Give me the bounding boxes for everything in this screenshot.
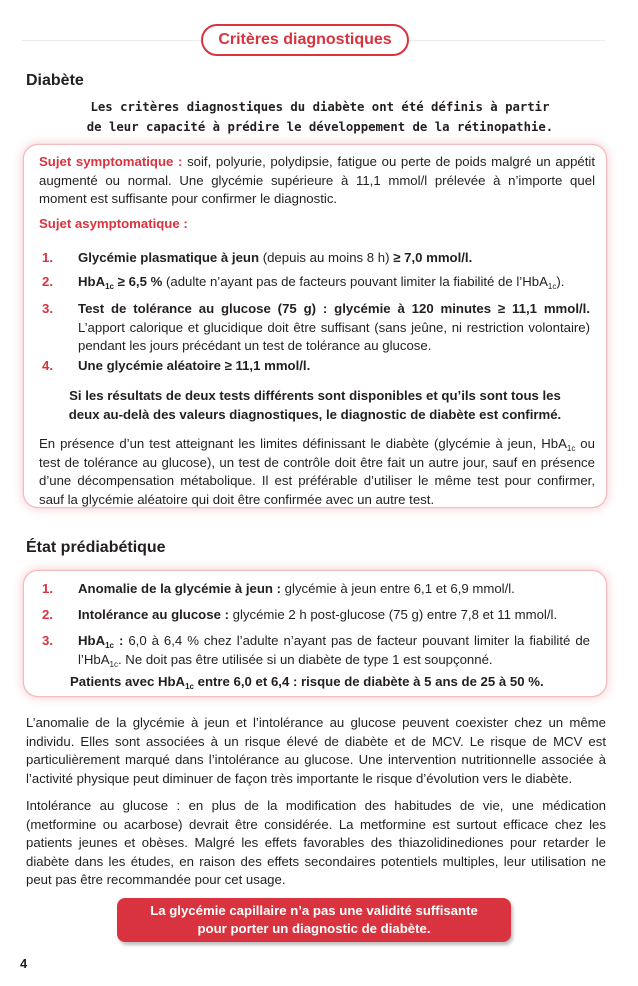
criteria-item-3: 3. Test de tolérance au glucose (75 g) : glycémie à 120 minutes ≥ 11,1 mmol/l. L’apport calorique et glucidique doit être suffisant (sans jeûne, ni restriction volontaire) pendant les jours précédant un test de tolérance au glucose. bbox=[42, 301, 590, 353]
intro-text bbox=[70, 97, 570, 137]
body-paragraph-1: L’anomalie de la glycémie à jeun et l’intolérance au glucose peuvent coexister chez un même individu. Elles sont associées à un risque élevé de diabète et de MCV. Le risque de MCV est particulièrement marqué dans l’intolérance au glucose. Une intervention nutritionnelle associée à l’activité physique peut diminuer de façon très importante le risque d’évolution vers le diabète. bbox=[26, 715, 606, 786]
prediabete-item-1: 1. Anomalie de la glycémie à jeun : glycémie à jeun entre 6,1 et 6,9 mmol/l. bbox=[42, 581, 515, 596]
asymptomatic-label: Sujet asymptomatique : bbox=[39, 216, 188, 231]
symptomatic-label: Sujet symptomatique : bbox=[39, 154, 183, 169]
page-title: Critères diagnostiques bbox=[201, 24, 409, 56]
diabetes-risk-note: Patients avec HbA$_{1c}$ entre 6,0 et 6,4 : risque de diabète à 5 ans de 25 à 50 %. bbox=[70, 674, 544, 691]
body-paragraph-2: Intolérance au glucose : en plus de la modification des habitudes de vie, une médication (metformine ou acarbose) devrait être considérée. La metformine est surtout efficace chez les patients jeunes et obèses. Malgré les effets favorables des thiazolidinediones pour retarder le diabète dans les études, en raison des effets secondaires potentiels multiples, leur utilisation ne peut pas être recommandée pour cet usage. bbox=[26, 798, 606, 887]
diabete-criteria-card bbox=[24, 145, 606, 507]
section-title-prediabete: État prédiabétique bbox=[26, 539, 166, 556]
header-rule-right bbox=[409, 40, 605, 41]
retest-paragraph: En présence d’un test atteignant les limites définissant le diabète (glycémie à jeun, HbA$_{1c}$ ou test de tolérance au glucose), un test de contrôle doit être fait un autre jour, sauf en présence d’une décompensation métabolique. Il est préférable d’utiliser le même test pour confirmer, sauf la glycémie aléatoire qui doit être confirmée avec un autre test. bbox=[39, 436, 595, 507]
criteria-item-4: 4. Une glycémie aléatoire ≥ 11,1 mmol/l. bbox=[42, 358, 311, 373]
header-rule-left bbox=[22, 40, 201, 41]
symptomatic-text: soif, polyurie, polydipsie, fatigue ou perte de poids malgré un appétit augmenté ou normal. Une glycémie supérieure à 11,1 mmol/l prélevée à n’importe quel moment est suffisante pour confirmer le diagnostic. bbox=[39, 154, 596, 206]
criteria-item-1: 1. Glycémie plasmatique à jeun (depuis au moins 8 h) ≥ 7,0 mmol/l. bbox=[42, 250, 473, 265]
intro-line-1: Les critères diagnostiques du diabète ont été définis à partir bbox=[90, 100, 550, 114]
section-title-diabete: Diabète bbox=[26, 72, 84, 89]
capillary-glucose-warning: La glycémie capillaire n’a pas une validité suffisante pour porter un diagnostic de diabète. bbox=[117, 898, 511, 942]
intro-line-2: de leur capacité à prédire le développement de la rétinopathie. bbox=[86, 120, 554, 134]
symptomatic-paragraph bbox=[39, 153, 595, 209]
prediabete-card bbox=[24, 571, 606, 696]
prediabete-item-2: 2. Intolérance au glucose : glycémie 2 h post-glucose (75 g) entre 7,8 et 11 mmol/l. bbox=[42, 607, 558, 622]
confirmation-note: Si les résultats de deux tests différents sont disponibles et qu’ils sont tous les deux au-delà des valeurs diagnostiques, le diagnostic de diabète est confirmé. bbox=[68, 388, 562, 422]
page-number: 4 bbox=[20, 956, 28, 971]
prediabete-item-3: 3. HbA$_{1c}$ : 6,0 à 6,4 % chez l’adulte n’ayant pas de facteur pouvant limiter la fiabilité de l’HbA$_{1c}$. Ne doit pas être utilisée si un diabète de type 1 est soupçonné. bbox=[42, 633, 590, 669]
criteria-item-2: 2. HbA$_{1c}$ ≥ 6,5 % (adulte n’ayant pas de facteurs pouvant limiter la fiabilité de l’HbA$_{1c}$). bbox=[42, 274, 565, 291]
